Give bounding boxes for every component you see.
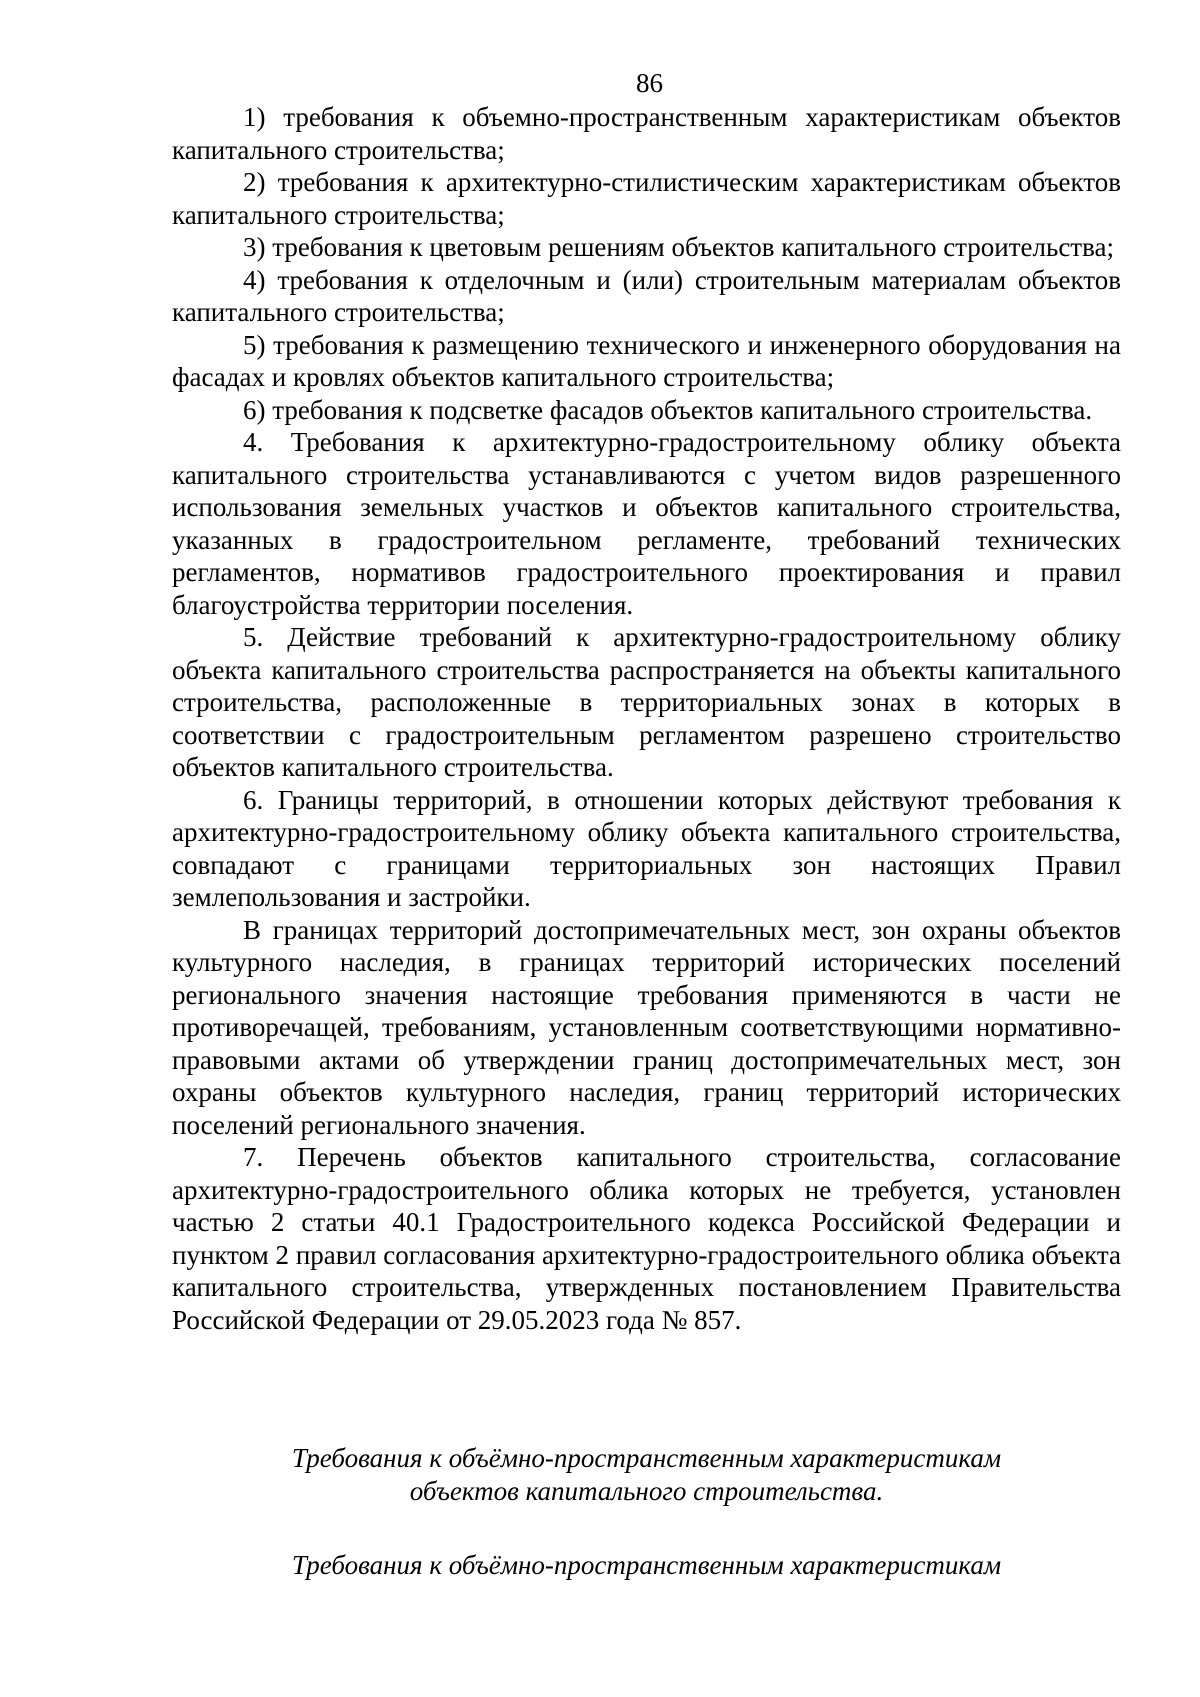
page-number: 86 bbox=[636, 68, 663, 98]
document-body bbox=[172, 101, 1121, 1336]
paragraph-clause-5: 5. Действие требований к архитектурно-градостроительному облику объекта капитального строительства распространяется на объекты капитального строительства, расположенные в территориальных зонах в которых в соответствии с градостроительным регламентом разрешено строительство объектов капитального строительства. bbox=[172, 622, 1121, 782]
paragraph-clause-6: 6. Границы территорий, в отношении которых действуют требования к архитектурно-градостроительному облику объекта капитального строительства, совпадают с границами территориальных зон настоящих Правил землепользования и застройки. bbox=[172, 784, 1121, 912]
subsection-heading bbox=[172, 1549, 1121, 1582]
paragraph-clause-7: 7. Перечень объектов капитального строительства, согласование архитектурно-градостроительного облика которых не требуется, установлен частью 2 статьи 40.1 Градостроительного кодекса Российской Федерации и пунктом 2 правил согласования архитектурно-градостроительного облика объекта капитального строительства, утвержденных постановлением Правительства Российской Федерации от 29.05.2023 года № 857. bbox=[172, 1142, 1121, 1335]
paragraph-clause-4: 4. Требования к архитектурно-градостроительному облику объекта капитального строительства устанавливаются с учетом видов разрешенного использования земельных участков и объектов капитального строительства, указанных в градостроительном регламенте, требований технических регламентов, нормативов градостроительного проектирования и правил благоустройства территории поселения. bbox=[172, 427, 1121, 620]
paragraph-item-1: 1) требования к объемно-пространственным характеристикам объектов капитального строительства; bbox=[172, 102, 1121, 165]
paragraph-item-3: 3) требования к цветовым решениям объектов капитального строительства; bbox=[243, 232, 1114, 262]
paragraph-item-6: 6) требования к подсветке фасадов объектов капитального строительства. bbox=[243, 394, 1093, 425]
paragraph-item-4: 4) требования к отделочным и (или) строительным материалам объектов капитального строительства; bbox=[172, 264, 1121, 327]
section-heading-line-2: объектов капитального строительства. bbox=[409, 1475, 884, 1506]
paragraph-item-5: 5) требования к размещению технического и инженерного оборудования на фасадах и кровлях объектов капитального строительства; bbox=[172, 329, 1121, 392]
section-heading bbox=[172, 1442, 1121, 1507]
paragraph-clause-6-continued: В границах территорий достопримечательных мест, зон охраны объектов культурного наследия, в границах территорий исторических поселений регионального значения настоящие требования применяются в части не противоречащей, требованиям, установленным соответствующими нормативно-правовыми актами об утверждении границ достопримечательных мест, зон охраны объектов культурного наследия, границ территорий исторических поселений регионального значения. bbox=[172, 914, 1121, 1140]
section-heading-line-1: Требования к объёмно-пространственным характеристикам bbox=[291, 1443, 1002, 1473]
subsection-heading-line-1: Требования к объёмно-пространственным характеристикам bbox=[291, 1550, 1002, 1580]
paragraph-item-2: 2) требования к архитектурно-стилистическим характеристикам объектов капитального строительства; bbox=[172, 167, 1121, 230]
